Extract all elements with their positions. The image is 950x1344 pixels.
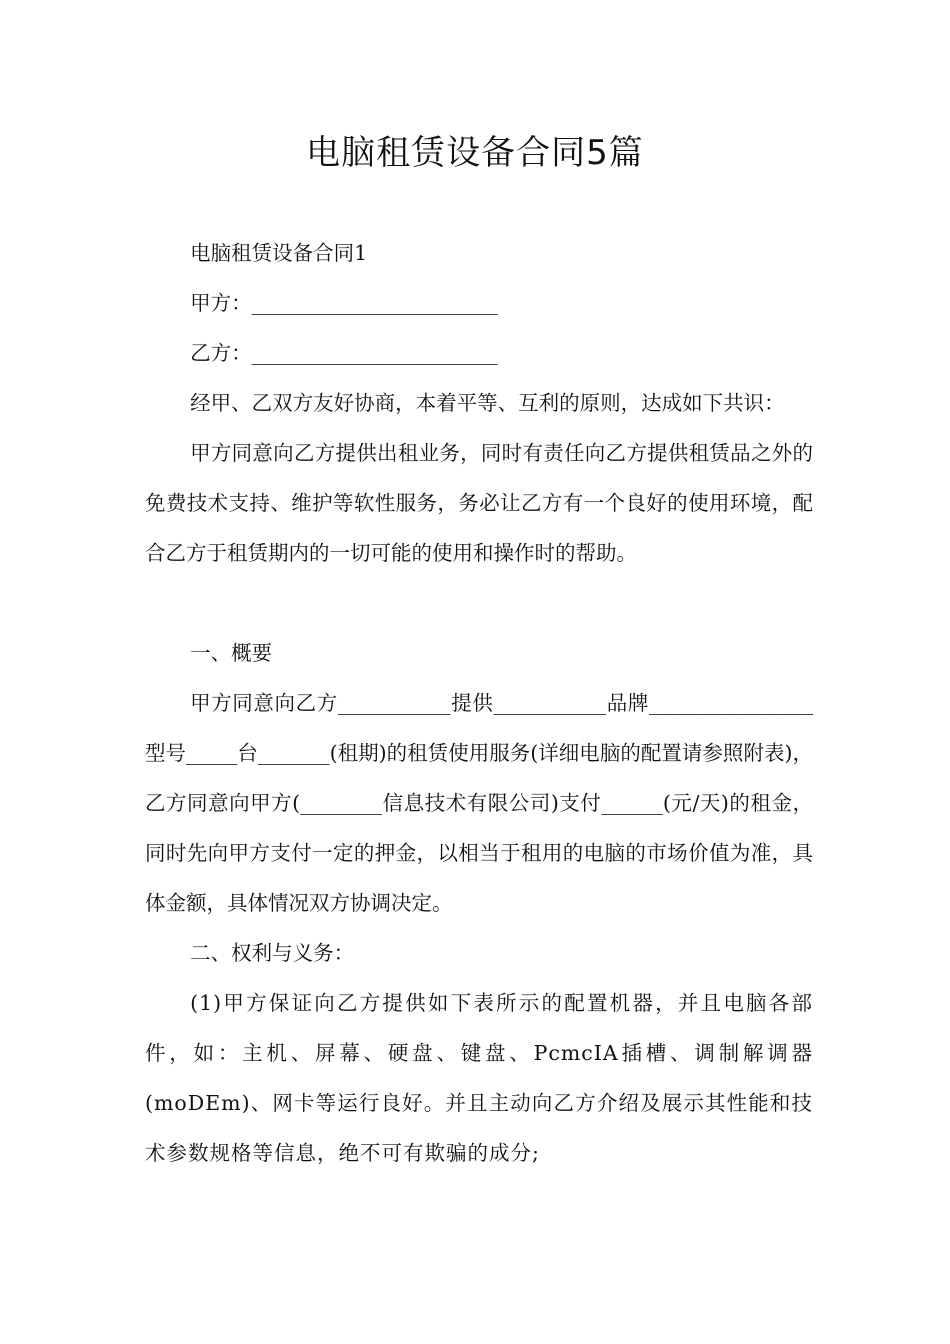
- document-body: [145, 228, 813, 1178]
- party-b-line: 乙方：________________________: [190, 341, 498, 365]
- service-paragraph: 甲方同意向乙方提供出租业务，同时有责任向乙方提供租赁品之外的免费技术支持、维护等软性服务，务必让乙方有一个良好的使用环境，配合乙方于租赁期内的一切可能的使用和操作时的帮助。: [145, 441, 813, 565]
- consensus-paragraph: 经甲、乙双方友好协商，本着平等、互利的原则，达成如下共识：: [190, 391, 785, 415]
- rights-paragraph-1: (1)甲方保证向乙方提供如下表所示的配置机器，并且电脑各部件，如：主机、屏幕、硬盘、键盘、PcmcIA插槽、调制解调器(moDEm)、网卡等运行良好。并且主动向乙方介绍及展示其性能和技术参数规格等信息，绝不可有欺骗的成分;: [145, 991, 813, 1165]
- document-title: 电脑租赁设备合同5篇: [306, 133, 644, 173]
- section-heading-contract-1: 电脑租赁设备合同1: [190, 241, 368, 265]
- paragraph-spacer: [145, 578, 813, 628]
- party-a-line: 甲方：________________________: [190, 291, 498, 315]
- section-heading-rights: 二、权利与义务：: [190, 941, 355, 965]
- overview-paragraph: 甲方同意向乙方___________提供___________品牌________________型号_____台_______(租期)的租赁使用服务(详细电脑的配置请参照附表)，乙方同意向甲方(________信息技术有限公司)支付______(元/天)的租金，同时先向甲方支付一定的押金，以相当于租用的电脑的市场价值为准，具体金额，具体情况双方协调决定。: [145, 691, 813, 915]
- section-heading-overview: 一、概要: [190, 641, 273, 665]
